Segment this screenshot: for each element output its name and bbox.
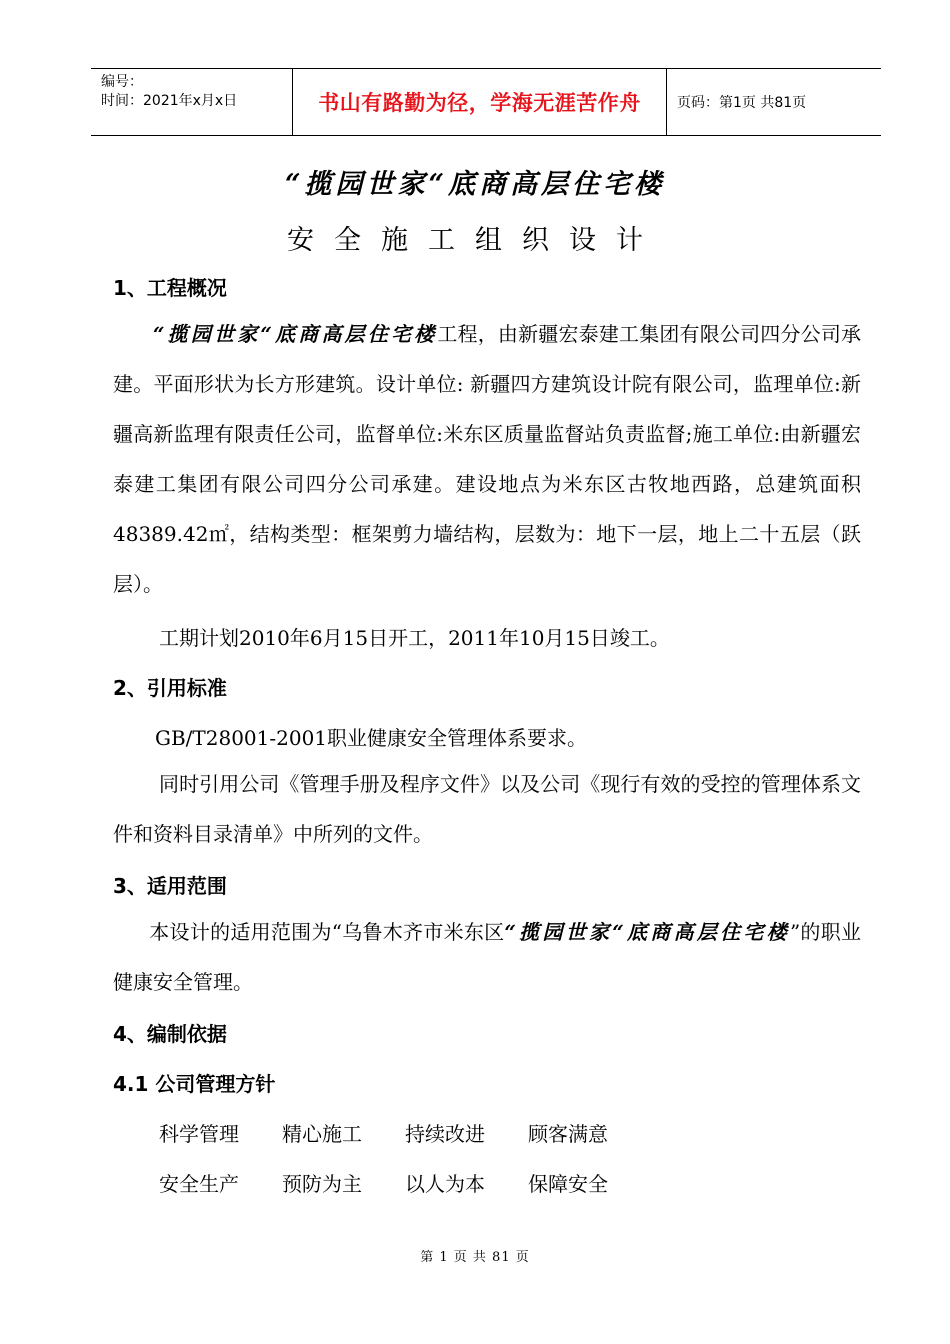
scope-project-name: “揽园世家“底商高层住宅楼 [504, 920, 790, 944]
scope-prefix: 本设计的适用范围为“乌鲁木齐市米东区 [149, 920, 505, 944]
standard-line: GB/T28001-2001职业健康安全管理体系要求。 [155, 726, 588, 750]
header-page-cell [667, 69, 881, 135]
serial-number-label: 编号： [101, 74, 143, 90]
time-label: 时间：2021年x月x日 [101, 93, 238, 109]
policy-item: 精心施工 [282, 1122, 362, 1146]
section-2-paragraph [113, 759, 861, 859]
policy-item: 保障安全 [528, 1172, 608, 1196]
policy-item: 预防为主 [282, 1172, 362, 1196]
policy-row-2 [159, 1168, 651, 1197]
page-footer: 第 1 页 共 81 页 [420, 1250, 530, 1265]
section-3-heading: 3、适用范围 [113, 874, 227, 898]
header-table [91, 68, 881, 136]
document-title: 安全施工组织设计 [287, 225, 663, 256]
policy-row-1 [159, 1118, 651, 1147]
page-number: 页码：第1页 共81页 [677, 95, 807, 111]
section-2-heading: 2、引用标准 [113, 676, 227, 700]
project-title: “揽园世家“底商高层住宅楼 [284, 169, 666, 200]
scope-suffix: ”的职业健康安全管理。 [113, 920, 861, 994]
policy-item: 以人为本 [405, 1172, 485, 1196]
section-1-paragraph-1 [113, 309, 861, 609]
schedule-line: 工期计划2010年6月15日开工，2011年10月15日竣工。 [159, 626, 670, 650]
section-4-heading: 4、编制依据 [113, 1022, 227, 1046]
header-motto-cell [293, 69, 667, 135]
paragraph-1-text: 工程，由新疆宏泰建工集团有限公司四分公司承建。平面形状为长方形建筑。设计单位: 新疆四方建筑设计院有限公司，监理单位:新疆高新监理有限责任公司，监督单位:米东区质量监督站负责监督;施工单位:由新疆宏泰建工集团有限公司四分公司承建。建设地点为米东区古牧地西路，总建筑面积48389.42㎡，结构类型：框架剪力墙结构，层数为：地下一层，地上二十五层（跃层）。 [113, 322, 862, 596]
section-1-heading: 1、工程概况 [113, 276, 227, 300]
project-name-inline: “揽园世家“底商高层住宅楼 [153, 322, 438, 346]
section-2-text: 同时引用公司《管理手册及程序文件》以及公司《现行有效的受控的管理体系文件和资料目录清单》中所列的文件。 [113, 772, 861, 846]
policy-item: 顾客满意 [528, 1122, 608, 1146]
section-3-paragraph [113, 907, 861, 1007]
policy-item: 安全生产 [159, 1172, 239, 1196]
header-meta [91, 69, 293, 135]
policy-item: 持续改进 [405, 1122, 485, 1146]
policy-item: 科学管理 [159, 1122, 239, 1146]
motto-text: 书山有路勤为径，学海无涯苦作舟 [318, 91, 641, 115]
section-4-1-heading: 4.1 公司管理方针 [113, 1072, 276, 1096]
